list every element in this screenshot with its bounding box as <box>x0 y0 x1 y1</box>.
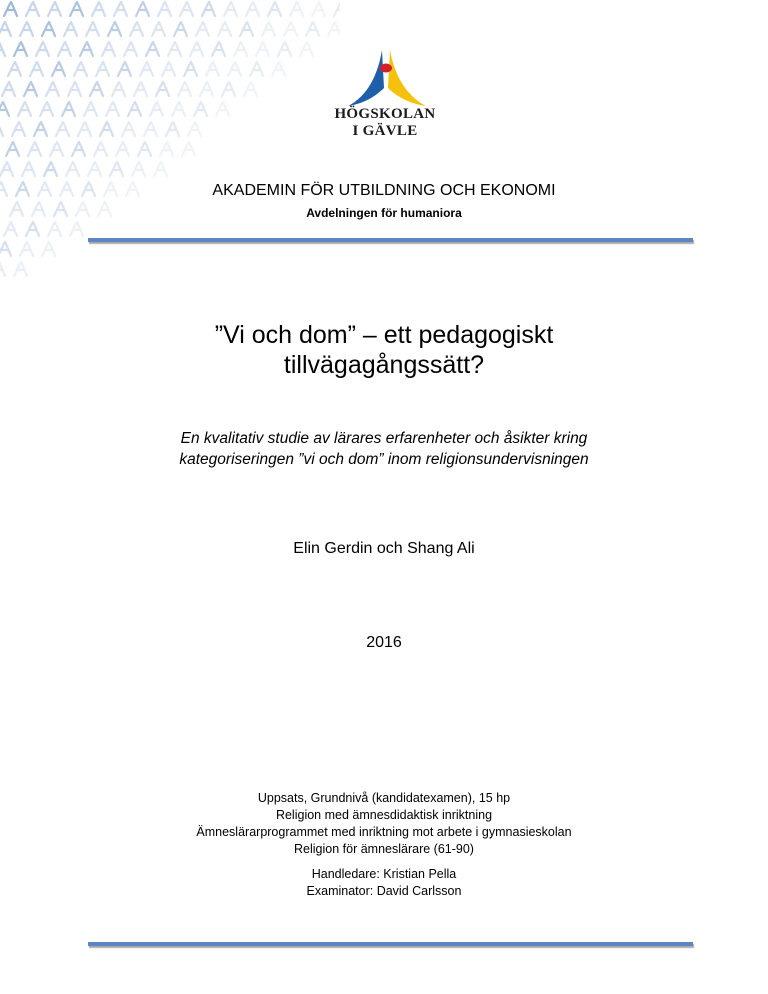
supervisor: Handledare: Kristian Pella <box>311 867 457 881</box>
title-line-1: ”Vi och dom” – ett pedagogiskt <box>214 321 554 349</box>
info-level: Uppsats, Grundnivå (kandidatexamen), 15 hp <box>257 791 511 805</box>
info-subject: Religion med ämnesdidaktisk inriktning <box>275 808 493 822</box>
examiner: Examinator: David Carlsson <box>306 884 462 898</box>
bottom-divider <box>88 942 693 946</box>
title-line-2: tillvägagångssätt? <box>283 351 485 379</box>
thesis-subtitle <box>0 428 768 470</box>
logo-text <box>300 106 470 140</box>
info-programme: Ämneslärarprogrammet med inriktning mot arbete i gymnasieskolan <box>196 825 572 839</box>
year: 2016 <box>366 634 402 651</box>
top-divider <box>88 238 693 242</box>
decorative-pattern <box>0 0 340 290</box>
subtitle-line-1: En kvalitativ studie av lärares erfarenheter och åsikter kring <box>180 430 588 447</box>
thesis-title <box>0 320 768 380</box>
logo-line-1: HÖGSKOLAN <box>334 106 436 122</box>
subtitle-line-2: kategoriseringen ”vi och dom” inom religionsundervisningen <box>179 451 589 468</box>
info-course: Religion för ämneslärare (61-90) <box>294 842 474 856</box>
department-name: Avdelningen för humaniora <box>306 206 462 220</box>
logo-line-2: I GÄVLE <box>352 123 418 139</box>
authors: Elin Gerdin och Shang Ali <box>293 540 475 557</box>
thesis-info <box>0 790 768 900</box>
academy-name: AKADEMIN FÖR UTBILDNING OCH EKONOMI <box>212 182 556 199</box>
